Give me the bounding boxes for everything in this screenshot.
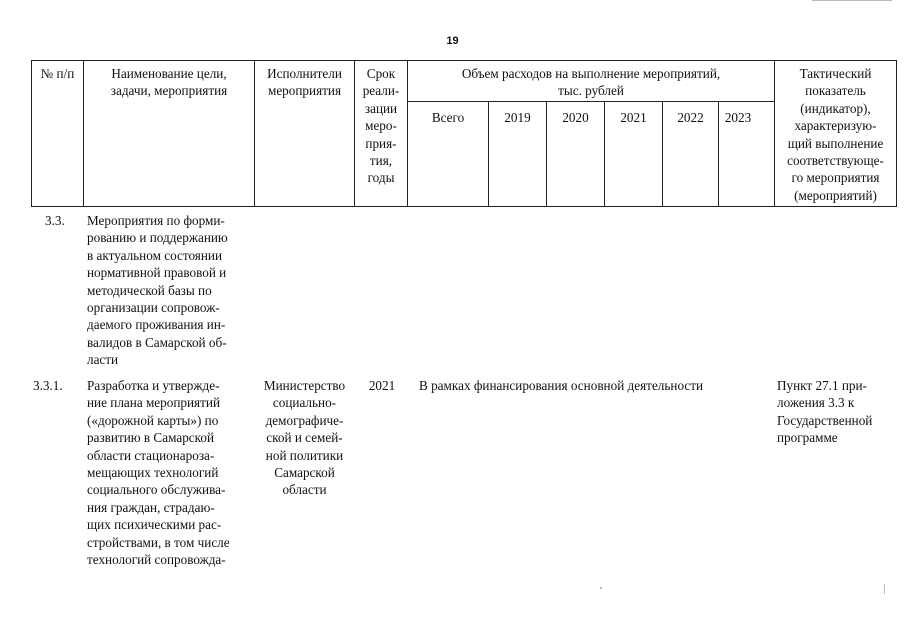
text-line: щих психическими рас- xyxy=(87,517,222,533)
text-line: методической базы по xyxy=(87,282,212,298)
row-3-3-1-indicator: Пункт 27.1 при- ложения 3.3 к Государственной программе xyxy=(777,378,873,446)
row-3-3-1-name xyxy=(87,377,251,568)
header-volume: Объем расходов на выполнение мероприятий, тыс. рублей xyxy=(461,66,721,99)
header-top-border xyxy=(31,60,897,61)
text-line: валидов в Самарской об- xyxy=(87,334,227,350)
text-line: («дорожной карты») по xyxy=(87,412,219,428)
page-number: 19 xyxy=(446,35,459,47)
header-bottom-border xyxy=(31,206,897,207)
text-line: развитию в Самарской xyxy=(87,430,215,446)
header-name: Наименование цели, задачи, мероприятия xyxy=(110,66,228,99)
text-line: ния граждан, страдаю- xyxy=(87,499,215,515)
scan-artifact-dot xyxy=(600,587,602,589)
scan-artifact-right-edge xyxy=(884,584,885,594)
text-line: рованию и поддержанию xyxy=(87,230,228,246)
row-3-3-name xyxy=(87,212,251,369)
text-line: социального обслужива- xyxy=(87,482,226,498)
text-line: ласти xyxy=(87,352,119,368)
text-line: ние плана мероприятий xyxy=(87,395,221,411)
text-line: Разработка и утвержде- xyxy=(87,378,220,393)
col-border-11 xyxy=(896,60,897,207)
text-line: мещающих технологий xyxy=(87,465,219,481)
header-executors: Исполнители мероприятия xyxy=(267,66,342,99)
header-total: Всего xyxy=(431,110,465,125)
text-line: технологий сопровожда- xyxy=(87,552,226,568)
header-num: № п/п xyxy=(40,66,75,81)
text-line: в актуальном состоянии xyxy=(87,247,223,263)
text-line: области стационароза- xyxy=(87,447,215,463)
header-year-2020: 2020 xyxy=(562,110,589,125)
header-indicator: Тактический показатель (индикатор), характеризую- щий выполнение соответствующе- го мероприятия (мероприятий) xyxy=(787,66,884,203)
text-line: организации сопровож- xyxy=(87,300,220,316)
header-year-2019: 2019 xyxy=(504,110,531,125)
header-year-2022: 2022 xyxy=(677,110,704,125)
row-3-3-1-executors: Министерство социально- демографиче- ской и семей- ной политики Самарской области xyxy=(263,378,346,498)
row-3-3-1-funding: В рамках финансирования основной деятельности xyxy=(419,378,704,393)
text-line: стройствами, в том числе xyxy=(87,534,230,550)
row-3-3-num: 3.3. xyxy=(45,213,65,228)
row-3-3-1-term: 2021 xyxy=(368,378,396,393)
header-year-2023: 2023 xyxy=(724,110,752,125)
row-3-3-1-num: 3.3.1. xyxy=(33,378,63,393)
text-line: нормативной правовой и xyxy=(87,265,227,281)
header-term: Срок реали- зации меро- прия- тия, годы xyxy=(362,66,400,186)
text-line: Мероприятия по форми- xyxy=(87,213,225,228)
header-year-2021: 2021 xyxy=(620,110,647,125)
scan-artifact-top-right xyxy=(812,0,892,1)
text-line: даемого проживания ин- xyxy=(87,317,226,333)
